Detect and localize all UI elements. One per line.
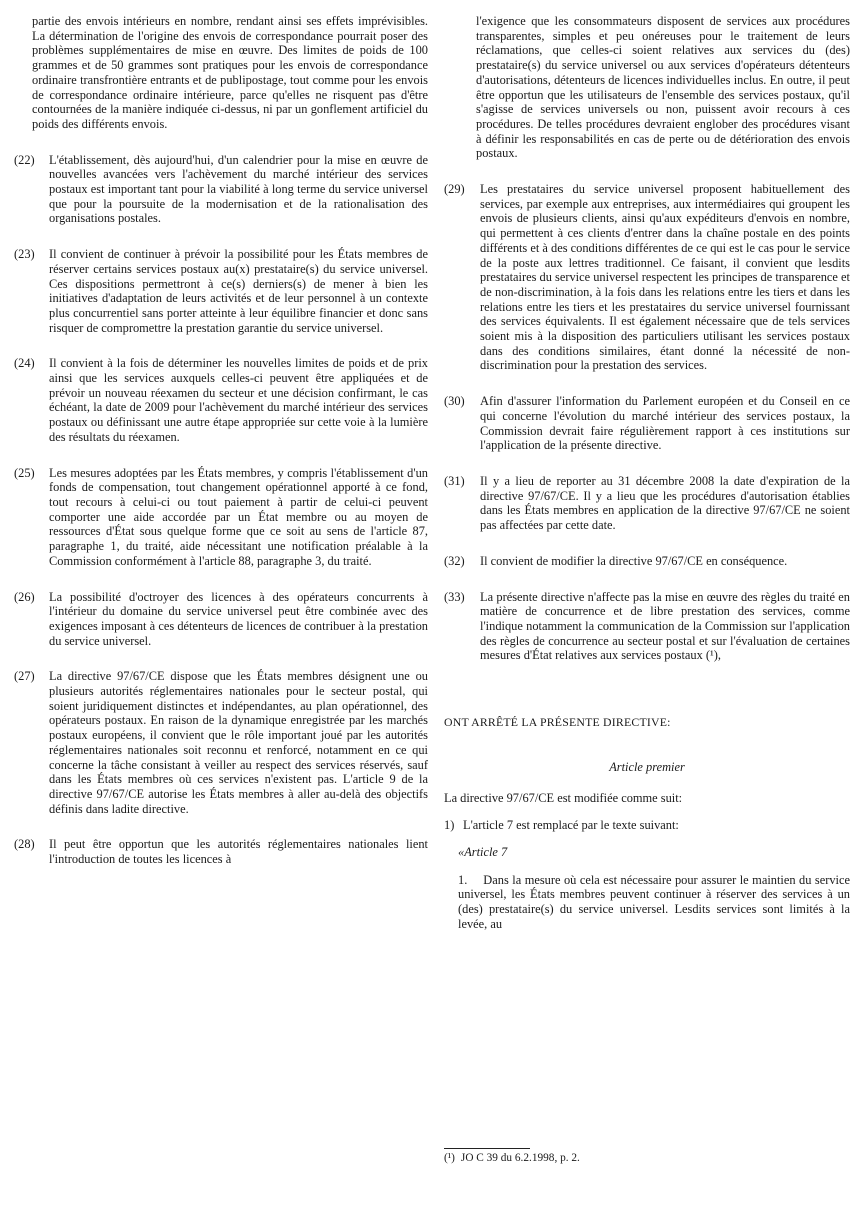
recital-text: La possibilité d'octroyer des licences à des opérateurs concurrents à l'intérieur du domaine du service universel peut être combinée avec des exigences imposant à ces détenteurs de licences de contribuer à la prestation du service universel. — [49, 589, 428, 648]
right-column — [444, 14, 850, 931]
amendment-intro: La directive 97/67/CE est modifiée comme suit: — [444, 791, 683, 806]
quoted-paragraph-number: 1. — [458, 872, 468, 887]
recital-text: Les prestataires du service universel proposent habituellement des services, par exemple aux entreprises, aux intermédiaires qui groupent les envois de plusieurs clients, ainsi qu'aux expéditeurs d'envois en nombre, qui permettent à ces clients d'entrer dans la chaîne postale en des points différents et à des conditions différentes de ce qui est le cas pour le service de la poste aux lettres traditionnel. Ce faisant, il convient que lesdits prestataires du service universel respectent les principes de transparence et de non-discrimination, à la fois dans les relations entre les tiers et dans les relations entre les tiers et les prestataires du service universel fournissant des services équivalents. Il est également nécessaire que de tels services soient mis à la disposition des particuliers utilisant les services postaux dans des conditions similaires, étant donné la nécessité de non-discrimination pour la prestation des services. — [480, 182, 850, 373]
left-column — [14, 14, 428, 931]
amendment-item-number: 1) — [444, 818, 455, 833]
recital-number: (22) — [14, 152, 35, 167]
recital-29 — [444, 182, 850, 373]
recital-number: (32) — [444, 553, 465, 568]
recital-text: L'établissement, dès aujourd'hui, d'un calendrier pour la mise en œuvre de nouvelles avancées vers l'achèvement du marché intérieur des services postaux est important tant pour la viabilité à long terme du service universel que pour la poursuite de la modernisation et de la rationalisation des organisations postales. — [49, 152, 428, 226]
recital-28 — [14, 837, 428, 866]
recital-number: (26) — [14, 589, 35, 604]
recital-27 — [14, 669, 428, 816]
recital-text: Il convient de modifier la directive 97/67/CE en conséquence. — [480, 553, 788, 568]
recital-text: Il convient à la fois de déterminer les nouvelles limites de poids et de prix ainsi que les services auxquels celles-ci peuvent être appliquées et de prévoir un nouveau réexamen du secteur et une décision confirmant, le cas échéant, la date de 2009 pour l'achèvement du marché intérieur des services postaux ou définissant une autre étape appropriée sur cette voie à la lumière des résultats du réexamen. — [49, 356, 428, 444]
recital-30 — [444, 394, 850, 453]
article-heading: Article premier — [609, 759, 685, 774]
recital-number: (33) — [444, 589, 465, 604]
footnote-rule — [444, 1148, 530, 1149]
footnote-line — [444, 1152, 850, 1166]
recital-26 — [14, 590, 428, 649]
two-column-layout — [14, 14, 850, 931]
continuation-paragraph-right — [444, 14, 850, 161]
recital-32 — [444, 554, 850, 569]
recital-number: (29) — [444, 182, 465, 197]
footnote-text: JO C 39 du 6.2.1998, p. 2. — [460, 1152, 580, 1164]
recital-text: Les mesures adoptées par les États membres, y compris l'établissement d'un fonds de compensation, tout changement opérationnel apporté à ce fond, tout recours à celui-ci ou tout paiement à partir de celui-ci peuvent comporter une aide accordée par un État membre ou au moyen de ressources d'État sous quelque forme que ce soit au sens de l'article 87, paragraphe 1, du traité, aide nécessitant une notification préalable à la Commission conformément à l'article 88, paragraphe 3, du traité. — [49, 465, 428, 568]
footnote — [444, 1148, 850, 1166]
continuation-text: l'exigence que les consommateurs disposent de services aux procédures transparentes, simples et peu onéreuses pour le traitement de leurs réclamations, que celles-ci soient relatives aux services du (des) prestataire(s) du service universel ou aux services d'opérateurs détenteurs d'autorisations, détenteurs de licences individuelles inclus. En outre, il peut être opportun que les utilisateurs de l'ensemble des services postaux, qu'il s'agisse de services universels ou non, puissent avoir recours à ces procédures. De telles procédures devraient englober des procédures visant à définir les responsabilités en cas de perte ou de détérioration des envois postaux. — [476, 14, 850, 161]
recital-text: Il y a lieu de reporter au 31 décembre 2008 la date d'expiration de la directive 97/67/CE. Il y a lieu que les procédures d'autorisation établies dans les États membres en application de la directive 97/67/CE ne soient pas affectées par cette date. — [480, 473, 850, 533]
enacting-formula: ONT ARRÊTÉ LA PRÉSENTE DIRECTIVE: — [444, 715, 671, 730]
recital-22 — [14, 153, 428, 227]
recital-number: (30) — [444, 394, 465, 409]
amendment-item — [444, 818, 850, 833]
recital-number: (31) — [444, 473, 465, 488]
recital-number: (23) — [14, 247, 35, 262]
recital-text: La directive 97/67/CE dispose que les États membres désignent une ou plusieurs autorités réglementaires nationales pour le secteur postal, qui soient juridiquement distinctes et indépendantes, au plan opérationnel, des opérateurs postaux. En raison de la dynamique enregistrée par les marchés postaux européens, il convient que le rôle important joué par les autorités réglementaires nationales soit reconnu et renforcé, notamment en ce qui concerne la tâche consistant à veiller au respect des services réservés, sauf dans les États membres où ces services n'existent pas. L'article 9 de la directive 97/67/CE autorise les États membres à aller au-delà des objectifs définis dans ladite directive. — [49, 669, 428, 816]
recital-23 — [14, 247, 428, 335]
recital-text: Il peut être opportun que les autorités réglementaires nationales lient l'introduction de toutes les licences à — [49, 837, 428, 867]
continuation-text: partie des envois intérieurs en nombre, rendant ainsi ses effets imprévisibles. La détermination de l'origine des envois de correspondance pourrait poser des problèmes supplémentaires de mise en œuvre. Des limites de poids de 100 grammes et de 50 grammes sont pratiques pour les envois de correspondance ordinaire transfrontière entrants et de publipostage, tout comme pour les envois de correspondance ordinaire intérieure, parce qu'elles ne risquent pas d'être contournées de la manière indiquée ci-dessus, ni par un gonflement artificiel du poids des différents envois. — [32, 14, 428, 131]
recital-number: (25) — [14, 465, 35, 480]
recital-text: Afin d'assurer l'information du Parlement européen et du Conseil en ce qui concerne l'évolution du marché intérieur des services postaux, la Commission devrait faire régulièrement rapport à ces institutions sur l'application de la présente directive. — [480, 394, 850, 453]
continuation-paragraph-left — [14, 14, 428, 132]
recital-number: (24) — [14, 356, 35, 371]
quoted-paragraph — [458, 873, 850, 932]
recital-25 — [14, 466, 428, 569]
quoted-paragraph-text: Dans la mesure où cela est nécessaire pour assurer le maintien du service universel, les États membres peuvent continuer à réserver des services à un (des) prestataire(s) du service universel. Lesdits services sont limités à la levée, au — [458, 872, 850, 931]
quoted-article-heading: «Article 7 — [458, 844, 508, 859]
recital-33 — [444, 590, 850, 664]
recital-number: (27) — [14, 669, 35, 684]
footnote-marker: (¹) — [444, 1152, 455, 1164]
recital-text: La présente directive n'affecte pas la mise en œuvre des règles du traité en matière de concurrence et de libre prestation des services, comme l'indique notamment la communication de la Commission sur l'application des règles de concurrence au secteur postal et sur l'évaluation de certaines mesures d'État relatives aux services postaux (¹), — [480, 589, 850, 663]
recital-number: (28) — [14, 837, 35, 852]
recital-31 — [444, 474, 850, 533]
recital-24 — [14, 356, 428, 444]
amendment-item-text: L'article 7 est remplacé par le texte suivant: — [463, 818, 679, 833]
recital-text: Il convient de continuer à prévoir la possibilité pour les États membres de réserver certains services postaux au(x) prestataire(s) du service universel. Ces dispositions permettront à ce(s) derniers(s) de mener à bien les initiatives d'adaptation de leurs activités et de leur personnel à un contexte plus concurrentiel sans porter atteinte à leur équilibre financier et donc sans risquer de compromettre la prestation garantie du service universel. — [49, 247, 428, 335]
